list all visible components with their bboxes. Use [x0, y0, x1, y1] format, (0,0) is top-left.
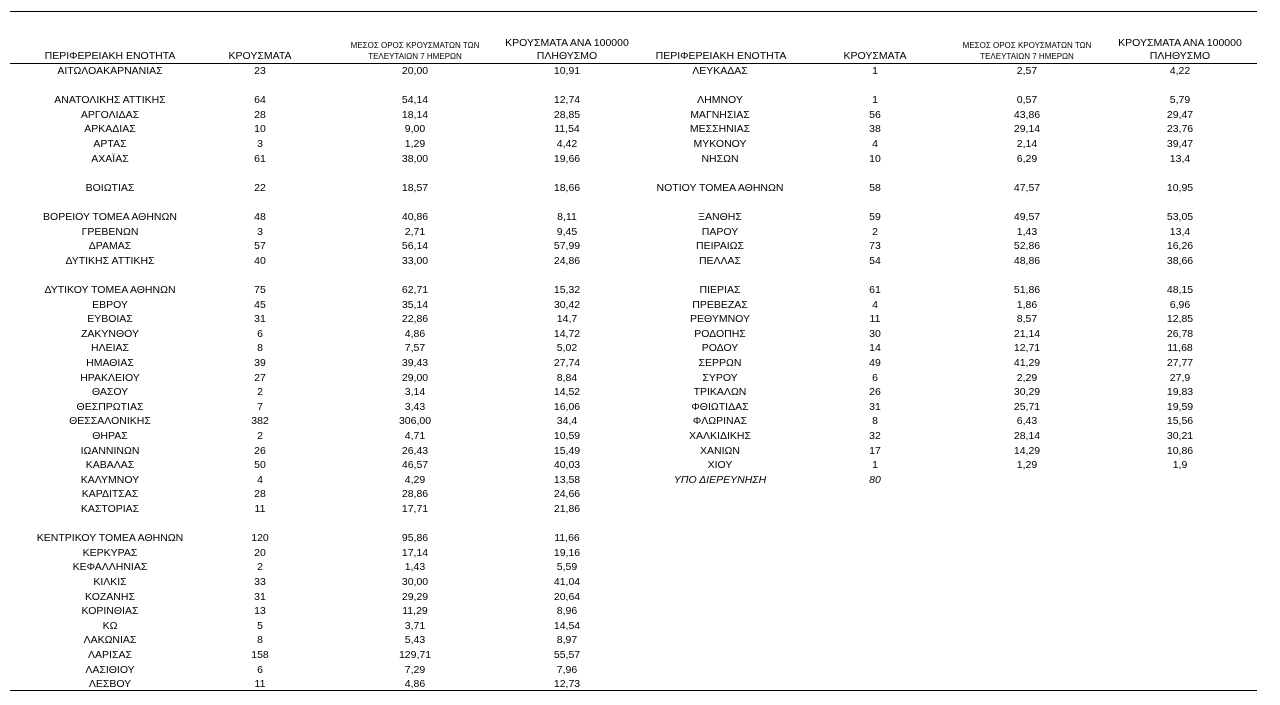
cell-per100k: 13,4 — [1169, 152, 1191, 165]
cell-per100k: 40,03 — [553, 459, 581, 472]
cell-cases: 2 — [257, 561, 263, 574]
cell-per100k: 10,86 — [1166, 444, 1194, 457]
cell-per100k: 27,74 — [553, 357, 581, 369]
cell-per100k: 16,26 — [1166, 240, 1194, 253]
cell-cases: 10 — [869, 152, 881, 165]
cell-cases: 80 — [869, 473, 881, 486]
cell-cases: 8 — [257, 634, 263, 647]
cell-cases: 26 — [254, 444, 266, 457]
cell-per100k: 30,21 — [1166, 430, 1194, 442]
cell-avg: 306,00 — [398, 415, 432, 428]
cell-region: ΤΡΙΚΑΛΩΝ — [693, 386, 747, 399]
cell-region: ΛΑΚΩΝΙΑΣ — [83, 634, 137, 647]
cell-avg: 5,43 — [404, 634, 426, 647]
cell-region: ΦΛΩΡΙΝΑΣ — [692, 415, 748, 428]
cell-region: ΚΑΒΑΛΑΣ — [85, 459, 135, 472]
cell-cases: 61 — [869, 284, 881, 296]
cell-cases: 28 — [254, 488, 266, 501]
cell-per100k: 5,59 — [556, 561, 578, 574]
cell-cases: 13 — [254, 605, 266, 618]
cell-avg: 7,29 — [404, 663, 426, 676]
cell-per100k: 24,66 — [553, 488, 581, 501]
cell-per100k: 7,96 — [556, 663, 578, 676]
cell-per100k: 5,02 — [556, 342, 578, 355]
left-header-avg-line2: ΤΕΛΕΥΤΑΙΩΝ 7 ΗΜΕΡΩΝ — [368, 52, 462, 61]
cell-avg: 12,71 — [1013, 342, 1041, 355]
cell-region: ΘΑΣΟΥ — [91, 386, 129, 399]
cell-cases: 6 — [872, 371, 878, 384]
cell-region: ΗΡΑΚΛΕΙΟΥ — [80, 371, 140, 384]
cell-region: ΛΕΥΚΑΔΑΣ — [692, 65, 748, 77]
cell-per100k: 15,32 — [553, 284, 581, 296]
cell-region: ΔΡΑΜΑΣ — [88, 240, 132, 253]
cell-avg: 3,14 — [404, 386, 426, 399]
cell-cases: 31 — [869, 400, 881, 413]
cell-per100k: 13,58 — [553, 473, 581, 486]
cell-avg: 4,86 — [404, 678, 426, 691]
cell-region: ΚΟΡΙΝΘΙΑΣ — [81, 605, 139, 618]
cell-per100k: 14,72 — [553, 327, 581, 340]
cell-avg: 49,57 — [1013, 211, 1041, 223]
cell-region: ΚΟΖΑΝΗΣ — [85, 590, 135, 603]
cell-avg: 2,71 — [404, 225, 426, 238]
cell-per100k: 18,66 — [553, 181, 581, 194]
cell-region: ΑΡΓΟΛΙΔΑΣ — [80, 108, 140, 121]
cell-region: ΛΗΜΝΟΥ — [697, 94, 743, 107]
cell-avg: 29,29 — [401, 590, 429, 603]
cell-region: ΚΩ — [102, 619, 118, 632]
cell-per100k: 15,56 — [1166, 415, 1194, 428]
cell-avg: 3,43 — [404, 400, 426, 413]
cell-cases: 59 — [869, 211, 881, 223]
cell-cases: 23 — [254, 65, 266, 77]
cell-cases: 40 — [254, 254, 266, 267]
cell-avg: 30,00 — [401, 576, 429, 588]
cell-avg: 6,29 — [1016, 152, 1038, 165]
cell-region: ΗΛΕΙΑΣ — [90, 342, 129, 355]
cell-region: ΚΕΦΑΛΛΗΝΙΑΣ — [72, 561, 148, 574]
cell-avg: 1,43 — [1016, 225, 1038, 238]
cell-region: ΘΕΣΣΑΛΟΝΙΚΗΣ — [69, 415, 151, 428]
cell-avg: 4,29 — [404, 473, 426, 486]
cell-per100k: 41,04 — [553, 576, 581, 588]
cell-avg: 2,57 — [1016, 65, 1038, 77]
cell-region: ΕΒΡΟΥ — [92, 298, 128, 311]
cell-region: ΧΙΟΥ — [707, 459, 733, 472]
cell-per100k: 29,47 — [1166, 108, 1194, 121]
cell-per100k: 15,49 — [553, 444, 581, 457]
cell-per100k: 12,85 — [1166, 313, 1194, 326]
cell-per100k: 11,66 — [554, 532, 580, 545]
cell-cases: 49 — [869, 357, 881, 369]
cell-region: ΔΥΤΙΚΟΥ ΤΟΜΕΑ ΑΘΗΝΩΝ — [44, 284, 176, 296]
cell-cases: 6 — [257, 663, 263, 676]
cell-cases: 10 — [254, 123, 266, 136]
cell-per100k: 30,42 — [553, 298, 581, 311]
cell-region: ΙΩΑΝΝΙΝΩΝ — [80, 444, 140, 457]
cell-avg: 2,29 — [1016, 371, 1038, 384]
cell-cases: 33 — [254, 576, 266, 588]
cell-region: ΕΥΒΟΙΑΣ — [87, 313, 133, 326]
cell-per100k: 39,47 — [1166, 138, 1194, 150]
cell-per100k: 23,76 — [1166, 123, 1194, 136]
cell-per100k: 11,68 — [1167, 342, 1193, 355]
cell-cases: 6 — [257, 327, 263, 340]
cell-cases: 73 — [869, 240, 881, 253]
cell-cases: 2 — [257, 386, 263, 399]
cell-per100k: 4,42 — [556, 138, 578, 150]
cell-cases: 1 — [872, 94, 878, 107]
cell-cases: 45 — [254, 298, 266, 311]
cell-cases: 57 — [254, 240, 266, 253]
cell-per100k: 8,11 — [557, 211, 577, 223]
cell-region: ΑΝΑΤΟΛΙΚΗΣ ΑΤΤΙΚΗΣ — [54, 94, 166, 107]
bottom-rule — [10, 690, 1257, 691]
cell-region: ΚΑΛΥΜΝΟΥ — [80, 473, 140, 486]
cell-avg: 33,00 — [401, 254, 429, 267]
cell-region: ΜΕΣΣΗΝΙΑΣ — [689, 123, 751, 136]
cell-region: ΣΥΡΟΥ — [702, 371, 738, 384]
cell-region: ΦΘΙΩΤΙΔΑΣ — [691, 400, 749, 413]
cell-region: ΝΟΤΙΟΥ ΤΟΜΕΑ ΑΘΗΝΩΝ — [656, 181, 784, 194]
cell-cases: 158 — [251, 649, 269, 661]
cell-per100k: 4,22 — [1169, 65, 1191, 77]
cell-region: ΚΕΝΤΡΙΚΟΥ ΤΟΜΕΑ ΑΘΗΝΩΝ — [36, 532, 184, 545]
cell-cases: 11 — [869, 313, 881, 326]
cell-avg: 56,14 — [401, 240, 429, 253]
cell-avg: 2,14 — [1016, 138, 1038, 150]
cell-region: ΠΡΕΒΕΖΑΣ — [692, 298, 748, 311]
right-header-region: ΠΕΡΙΦΕΡΕΙΑΚΗ ΕΝΟΤΗΤΑ — [655, 50, 787, 62]
cell-per100k: 1,9 — [1172, 459, 1188, 472]
cell-region: ΚΑΡΔΙΤΣΑΣ — [81, 488, 139, 501]
cell-region: ΚΑΣΤΟΡΙΑΣ — [80, 503, 140, 515]
cell-avg: 18,14 — [401, 108, 429, 121]
cell-avg: 28,14 — [1013, 430, 1041, 442]
cell-per100k: 10,59 — [553, 430, 581, 442]
cell-per100k: 14,54 — [553, 619, 581, 632]
cell-avg: 21,14 — [1013, 327, 1041, 340]
cell-avg: 22,86 — [401, 313, 429, 326]
cell-region: ΡΕΘΥΜΝΟΥ — [689, 313, 750, 326]
cell-avg: 17,14 — [401, 546, 429, 559]
cell-avg: 43,86 — [1013, 108, 1041, 121]
cell-per100k: 38,66 — [1166, 254, 1194, 267]
cell-avg: 39,43 — [401, 357, 429, 369]
cell-cases: 7 — [257, 400, 263, 413]
cell-cases: 1 — [872, 65, 878, 77]
cell-avg: 17,71 — [401, 503, 429, 515]
cell-avg: 29,00 — [401, 371, 429, 384]
cell-region: ΜΑΓΝΗΣΙΑΣ — [690, 108, 750, 121]
cell-per100k: 20,64 — [553, 590, 581, 603]
cell-avg: 25,71 — [1013, 400, 1041, 413]
cell-avg: 40,86 — [401, 211, 429, 223]
cell-cases: 30 — [869, 327, 881, 340]
cell-per100k: 34,4 — [556, 415, 578, 428]
cell-per100k: 19,16 — [553, 546, 581, 559]
cell-cases: 2 — [257, 430, 263, 442]
cell-cases: 1 — [872, 459, 878, 472]
cell-per100k: 27,9 — [1169, 371, 1191, 384]
cell-region: ΠΕΛΛΑΣ — [698, 254, 742, 267]
cell-avg: 52,86 — [1013, 240, 1041, 253]
cell-cases: 4 — [872, 138, 878, 150]
cell-avg: 1,29 — [404, 138, 426, 150]
cell-per100k: 19,59 — [1166, 400, 1194, 413]
top-rule — [10, 11, 1257, 12]
cell-per100k: 12,73 — [553, 678, 581, 691]
cell-cases: 22 — [254, 181, 266, 194]
cell-per100k: 10,91 — [553, 65, 581, 77]
cell-cases: 4 — [872, 298, 878, 311]
cell-per100k: 6,96 — [1169, 298, 1191, 311]
cell-region: ΠΕΙΡΑΙΩΣ — [696, 240, 744, 253]
cell-cases: 17 — [869, 444, 881, 457]
cell-region: ΝΗΣΩΝ — [701, 152, 739, 165]
cell-region: ΜΥΚΟΝΟΥ — [693, 138, 747, 150]
right-header-avg-line2: ΤΕΛΕΥΤΑΙΩΝ 7 ΗΜΕΡΩΝ — [980, 52, 1074, 61]
cell-per100k: 21,86 — [553, 503, 581, 515]
cell-cases: 26 — [869, 386, 881, 399]
cell-per100k: 11,54 — [554, 123, 580, 136]
cell-cases: 56 — [869, 108, 881, 121]
cell-avg: 26,43 — [401, 444, 429, 457]
cell-avg: 54,14 — [401, 94, 429, 107]
cell-per100k: 24,86 — [553, 254, 581, 267]
cell-region: ΒΟΡΕΙΟΥ ΤΟΜΕΑ ΑΘΗΝΩΝ — [43, 211, 177, 223]
cell-region: ΠΑΡΟΥ — [701, 225, 739, 238]
cell-region: ΥΠΟ ΔΙΕΡΕΥΝΗΣΗ — [673, 473, 767, 486]
cell-cases: 3 — [257, 225, 263, 238]
cell-per100k: 12,74 — [553, 94, 581, 107]
cell-region: ΣΕΡΡΩΝ — [698, 357, 742, 369]
cell-region: ΑΡΤΑΣ — [93, 138, 127, 150]
cell-cases: 120 — [251, 532, 269, 545]
cell-region: ΚΕΡΚΥΡΑΣ — [82, 546, 138, 559]
cell-region: ΛΕΣΒΟΥ — [88, 678, 132, 691]
cell-cases: 28 — [254, 108, 266, 121]
cell-per100k: 8,84 — [556, 371, 578, 384]
cell-cases: 54 — [869, 254, 881, 267]
cell-avg: 1,86 — [1016, 298, 1038, 311]
cell-avg: 4,86 — [404, 327, 426, 340]
cell-per100k: 53,05 — [1166, 211, 1194, 223]
cell-per100k: 57,99 — [553, 240, 581, 253]
cell-cases: 5 — [257, 619, 263, 632]
cell-region: ΧΑΝΙΩΝ — [700, 444, 740, 457]
cell-cases: 64 — [254, 94, 266, 107]
cell-avg: 14,29 — [1013, 444, 1041, 457]
cell-region: ΛΑΡΙΣΑΣ — [88, 649, 132, 661]
cell-avg: 11,29 — [402, 605, 428, 618]
cell-region: ΠΙΕΡΙΑΣ — [699, 284, 741, 296]
cell-avg: 62,71 — [401, 284, 429, 296]
right-header-cases: ΚΡΟΥΣΜΑΤΑ — [843, 50, 907, 62]
cell-avg: 4,71 — [404, 430, 426, 442]
cell-avg: 29,14 — [1013, 123, 1041, 136]
cell-region: ΔΥΤΙΚΗΣ ΑΤΤΙΚΗΣ — [65, 254, 155, 267]
cell-avg: 30,29 — [1013, 386, 1041, 399]
cell-avg: 6,43 — [1016, 415, 1038, 428]
cell-cases: 8 — [872, 415, 878, 428]
cell-avg: 20,00 — [401, 65, 429, 77]
cell-cases: 31 — [254, 313, 266, 326]
cell-region: ΡΟΔΟΠΗΣ — [694, 327, 746, 340]
cell-region: ΑΡΚΑΔΙΑΣ — [84, 123, 136, 136]
left-header-per100k-line2: ΠΛΗΘΥΣΜΟ — [536, 50, 598, 62]
left-header-cases: ΚΡΟΥΣΜΑΤΑ — [228, 50, 292, 62]
cell-per100k: 9,45 — [556, 225, 578, 238]
cell-per100k: 19,66 — [553, 152, 581, 165]
cell-avg: 1,43 — [404, 561, 426, 574]
cell-per100k: 26,78 — [1166, 327, 1194, 340]
cell-region: ΡΟΔΟΥ — [701, 342, 739, 355]
cell-cases: 382 — [251, 415, 269, 428]
cell-cases: 4 — [257, 473, 263, 486]
left-header-region: ΠΕΡΙΦΕΡΕΙΑΚΗ ΕΝΟΤΗΤΑ — [44, 50, 176, 62]
cell-per100k: 8,96 — [556, 605, 578, 618]
left-header-avg-line1: ΜΕΣΟΣ ΟΡΟΣ ΚΡΟΥΣΜΑΤΩΝ ΤΩΝ — [350, 41, 480, 50]
cell-region: ΑΧΑΪΑΣ — [91, 152, 129, 165]
cell-avg: 28,86 — [401, 488, 429, 501]
cell-avg: 7,57 — [404, 342, 426, 355]
cell-avg: 1,29 — [1016, 459, 1038, 472]
left-header-per100k-line1: ΚΡΟΥΣΜΑΤΑ ΑΝΑ 100000 — [505, 37, 629, 49]
cell-region: ΗΜΑΘΙΑΣ — [86, 357, 134, 369]
cell-per100k: 14,52 — [553, 386, 581, 399]
cell-per100k: 28,85 — [553, 108, 581, 121]
cell-per100k: 5,79 — [1169, 94, 1191, 107]
cell-cases: 8 — [257, 342, 263, 355]
cell-cases: 32 — [869, 430, 881, 442]
right-header-per100k-line2: ΠΛΗΘΥΣΜΟ — [1149, 50, 1211, 62]
cell-cases: 75 — [254, 284, 266, 296]
cell-cases: 31 — [254, 590, 266, 603]
cell-cases: 20 — [254, 546, 266, 559]
cell-per100k: 8,97 — [556, 634, 578, 647]
cell-region: ΑΙΤΩΛΟΑΚΑΡΝΑΝΙΑΣ — [57, 65, 163, 77]
cell-avg: 3,71 — [404, 619, 426, 632]
cell-avg: 51,86 — [1013, 284, 1041, 296]
cell-per100k: 48,15 — [1166, 284, 1194, 296]
cell-region: ΘΕΣΠΡΩΤΙΑΣ — [76, 400, 144, 413]
cell-cases: 50 — [254, 459, 266, 472]
cell-per100k: 13,4 — [1169, 225, 1191, 238]
cell-cases: 2 — [872, 225, 878, 238]
cell-avg: 46,57 — [401, 459, 429, 472]
cell-per100k: 14,7 — [556, 313, 578, 326]
cell-region: ΚΙΛΚΙΣ — [93, 576, 127, 588]
right-header-per100k-line1: ΚΡΟΥΣΜΑΤΑ ΑΝΑ 100000 — [1118, 37, 1242, 49]
cell-avg: 48,86 — [1013, 254, 1041, 267]
cell-cases: 27 — [254, 371, 266, 384]
cell-region: ΛΑΣΙΘΙΟΥ — [85, 663, 135, 676]
right-header-avg-line1: ΜΕΣΟΣ ΟΡΟΣ ΚΡΟΥΣΜΑΤΩΝ ΤΩΝ — [962, 41, 1092, 50]
cell-avg: 35,14 — [401, 298, 429, 311]
cell-cases: 11 — [254, 503, 266, 515]
cell-region: ΘΗΡΑΣ — [92, 430, 128, 442]
cell-cases: 58 — [869, 181, 881, 194]
cell-avg: 8,57 — [1016, 313, 1038, 326]
cell-region: ΖΑΚΥΝΘΟΥ — [80, 327, 139, 340]
cell-avg: 41,29 — [1013, 357, 1041, 369]
cell-per100k: 19,83 — [1166, 386, 1194, 399]
cell-cases: 38 — [869, 123, 881, 136]
cell-avg: 9,00 — [404, 123, 426, 136]
cell-cases: 39 — [254, 357, 266, 369]
cell-cases: 3 — [257, 138, 263, 150]
cell-avg: 47,57 — [1013, 181, 1041, 194]
cell-avg: 129,71 — [398, 649, 432, 661]
cell-avg: 95,86 — [401, 532, 429, 545]
cell-per100k: 27,77 — [1166, 357, 1194, 369]
cell-cases: 11 — [254, 678, 266, 691]
cell-cases: 48 — [254, 211, 266, 223]
cell-avg: 18,57 — [401, 181, 429, 194]
cell-per100k: 16,06 — [553, 400, 581, 413]
cell-cases: 61 — [254, 152, 266, 165]
cell-region: ΞΑΝΘΗΣ — [698, 211, 742, 223]
cell-per100k: 10,95 — [1166, 181, 1194, 194]
cell-region: ΒΟΙΩΤΙΑΣ — [85, 181, 135, 194]
cell-avg: 38,00 — [401, 152, 429, 165]
cell-avg: 0,57 — [1016, 94, 1038, 107]
cell-per100k: 55,57 — [553, 649, 581, 661]
cell-cases: 14 — [869, 342, 881, 355]
cell-region: ΓΡΕΒΕΝΩΝ — [81, 225, 139, 238]
cell-region: ΧΑΛΚΙΔΙΚΗΣ — [689, 430, 751, 442]
